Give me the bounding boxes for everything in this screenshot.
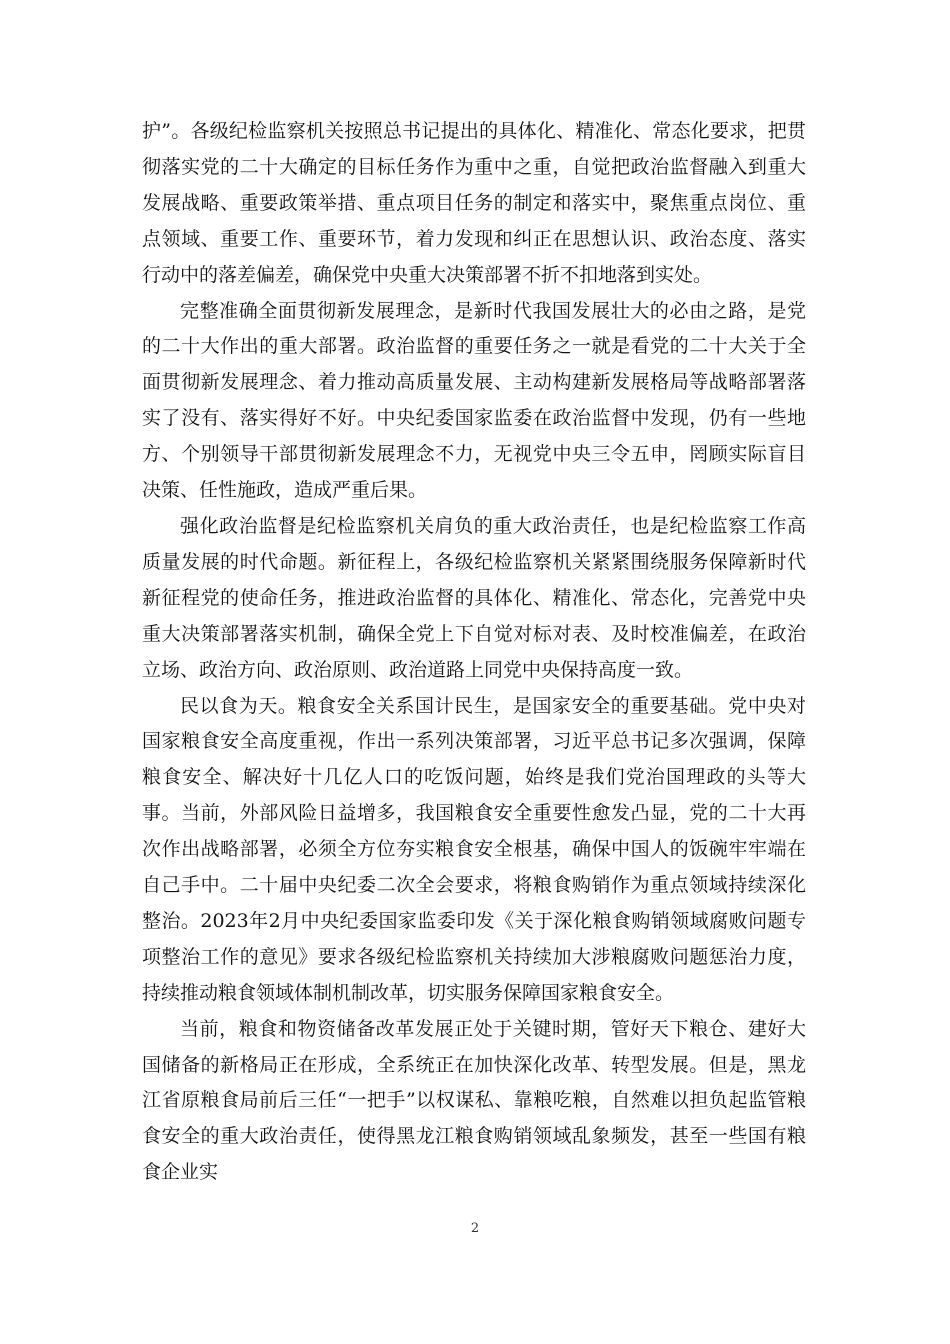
paragraph-3: 强化政治监督是纪检监察机关肩负的重大政治责任，也是纪检监察工作高质量发展的时代命题。新征程上，各级纪检监察机关紧紧围绕服务保障新时代新征程党的使命任务，推进政治监督的具体化、精准化、常态化，完善党中央重大决策部署落实机制，确保全党上下自觉对标对表、及时校准偏差，在政治立场、政治方向、政治原则、政治道路上同党中央保持高度一致。 — [142, 514, 806, 681]
paragraph-5: 当前，粮食和物资储备改革发展正处于关键时期，管好天下粮仓、建好大国储备的新格局正在形成，全系统正在加快深化改革、转型发展。但是，黑龙江省原粮食局前后三任“一把手”以权谋私、靠粮吃粮，自然难以担负起监管粮食安全的重大政治责任，使得黑龙江粮食购销领域乱象频发，甚至一些国有粮食企业实 — [142, 1017, 806, 1184]
page-number: 2 — [470, 1221, 480, 1236]
paragraph-2: 完整准确全面贯彻新发展理念，是新时代我国发展壮大的必由之路，是党的二十大作出的重大部署。政治监督的重要任务之一就是看党的二十大关于全面贯彻新发展理念、着力推动高质量发展、主动构建新发展格局等战略部署落实了没有、落实得好不好。中央纪委国家监委在政治监督中发现，仍有一些地方、个别领导干部贯彻新发展理念不力，无视党中央三令五申，罔顾实际盲目决策、任性施政，造成严重后果。 — [142, 299, 806, 502]
paragraph-4: 民以食为天。粮食安全关系国计民生，是国家安全的重要基础。党中央对国家粮食安全高度重视，作出一系列决策部署，习近平总书记多次强调，保障粮食安全、解决好十几亿人口的吃饭问题，始终是我们党治国理政的头等大事。当前，外部风险日益增多，我国粮食安全重要性愈发凸显，党的二十大再次作出战略部署，必须全方位夯实粮食安全根基，确保中国人的饭碗牢牢端在自己手中。二十届中央纪委二次全会要求，将粮食购销作为重点领域持续深化整治。2023年2月中央纪委国家监委印发《关于深化粮食购销领域腐败问题专项整治工作的意见》要求各级纪检监察机关持续加大涉粮腐败问题惩治力度，持续推动粮食领域体制机制改革，切实服务保障国家粮食安全。 — [142, 694, 806, 1004]
paragraph-1: 护”。各级纪检监察机关按照总书记提出的具体化、精准化、常态化要求，把贯彻落实党的二十大确定的目标任务作为重中之重，自觉把政治监督融入到重大发展战略、重要政策举措、重点项目任务的制定和落实中，聚焦重点岗位、重点领域、重要工作、重要环节，着力发现和纠正在思想认识、政治态度、落实行动中的落差偏差，确保党中央重大决策部署不折不扣地落到实处。 — [142, 120, 806, 286]
body-text — [142, 114, 806, 1191]
